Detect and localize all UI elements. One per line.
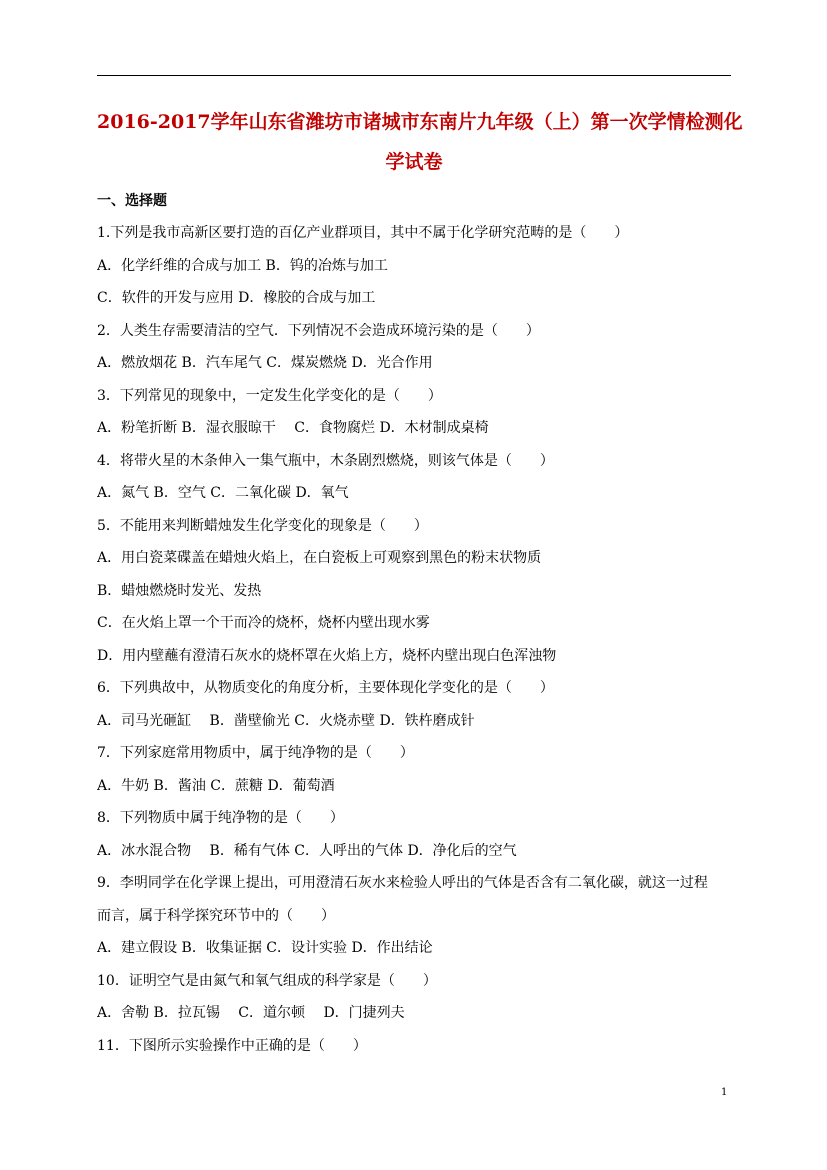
question-line: 2．人类生存需要清洁的空气．下列情况不会造成环境污染的是（ ）: [97, 322, 540, 339]
question-line: 6．下列典故中，从物质变化的角度分析，主要体现化学变化的是（ ）: [97, 680, 554, 696]
answer-options-line: A．燃放烟花 B．汽车尾气 C．煤炭燃烧 D．光合作用: [97, 355, 433, 371]
question-line-continued: 而言，属于科学探究环节中的（ ）: [97, 907, 335, 924]
answer-option-line: D．用内壁蘸有澄清石灰水的烧杯罩在火焰上方，烧杯内壁出现白色浑浊物: [97, 647, 557, 664]
section-heading: 一、选择题: [97, 193, 167, 209]
question-line: 1.下列是我市高新区要打造的百亿产业群项目，其中不属于化学研究范畴的是（ ）: [97, 225, 629, 241]
question-line: 4．将带火星的木条伸入一集气瓶中，木条剧烈燃烧，则该气体是（ ）: [97, 452, 554, 469]
answer-options-line: A．建立假设 B．收集证据 C．设计实验 D．作出结论: [97, 940, 433, 956]
answer-options-line: A．舍勒 B．拉瓦锡 C．道尔顿 D．门捷列夫: [97, 1005, 405, 1021]
answer-option-line: C．在火焰上罩一个干而冷的烧杯，烧杯内壁出现水雾: [97, 615, 430, 631]
question-line: 5．不能用来判断蜡烛发生化学变化的现象是（ ）: [97, 517, 428, 534]
answer-options-line: A．司马光砸缸 B．凿壁偷光 C．火烧赤壁 D．铁杵磨成针: [97, 712, 475, 729]
page-number: 1: [721, 1087, 728, 1098]
answer-options-line: A．冰水混合物 B．稀有气体 C．人呼出的气体 D．净化后的空气: [97, 842, 517, 859]
question-line: 11．下图所示实验操作中正确的是（ ）: [97, 1037, 367, 1054]
answer-options-line: A．化学纤维的合成与加工 B．钨的冶炼与加工: [97, 257, 388, 274]
header-rule: [97, 75, 731, 76]
answer-options-line: C．软件的开发与应用 D．橡胶的合成与加工: [97, 290, 376, 306]
question-line: 10．证明空气是由氮气和氧气组成的科学家是（ ）: [97, 972, 437, 989]
answer-option-line: B．蜡烛燃烧时发光、发热: [97, 582, 262, 599]
question-list: [97, 222, 731, 1067]
question-line: 3．下列常见的现象中，一定发生化学变化的是（ ）: [97, 387, 442, 404]
question-line: 9．李明同学在化学课上提出，可用澄清石灰水来检验人呼出的气体是否含有二氧化碳，就这一过程: [97, 875, 708, 891]
answer-option-line: A．用白瓷菜碟盖在蜡烛火焰上，在白瓷板上可观察到黑色的粉末状物质: [97, 550, 542, 566]
answer-options-line: A．氮气 B．空气 C．二氧化碳 D．氧气: [97, 485, 349, 501]
answer-options-line: A．粉笔折断 B．湿衣服晾干 C．食物腐烂 D．木材制成桌椅: [97, 420, 489, 436]
document-title-line-1: 2016-2017学年山东省潍坊市诸城市东南片九年级（上）第一次学情检测化: [97, 111, 743, 133]
answer-options-line: A．牛奶 B．酱油 C．蔗糖 D．葡萄酒: [97, 777, 335, 794]
document-title-line-2: 学试卷: [385, 151, 443, 173]
question-line: 8．下列物质中属于纯净物的是（ ）: [97, 810, 344, 826]
question-line: 7．下列家庭常用物质中，属于纯净物的是（ ）: [97, 745, 414, 761]
